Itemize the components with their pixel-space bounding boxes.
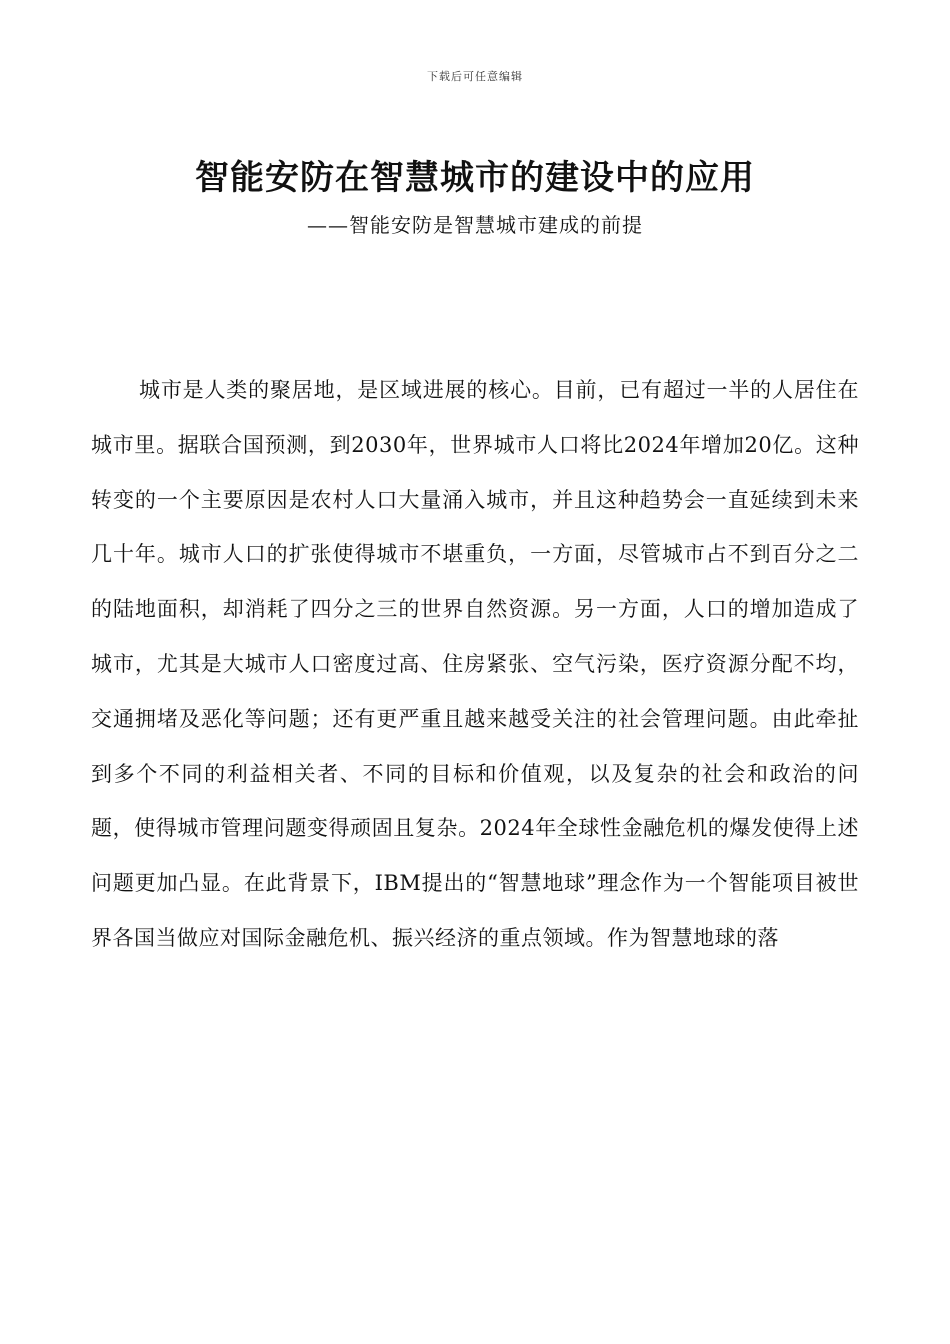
header-note: 下载后可任意编辑 [427,70,523,83]
document-subtitle: ——智能安防是智慧城市建成的前提 [307,213,643,237]
body-paragraph: 城市是人类的聚居地，是区域进展的核心。目前，已有超过一半的人居住在城市里。据联合国预测，到2030年，世界城市人口将比2024年增加20亿。这种转变的一个主要原因是农村人口大量涌入城市，并且这种趋势会一直延续到未来几十年。城市人口的扩张使得城市不堪重负，一方面，尽管城市占不到百分之二的陆地面积，却消耗了四分之三的世界自然资源。另一方面，人口的增加造成了城市，尤其是大城市人口密度过高、住房紧张、空气污染，医疗资源分配不均，交通拥堵及恶化等问题；还有更严重且越来越受关注的社会管理问题。由此牵扯到多个不同的利益相关者、不同的目标和价值观，以及复杂的社会和政治的问题，使得城市管理问题变得顽固且复杂。2024年全球性金融危机的爆发使得上述问题更加凸显。在此背景下，IBM提出的“智慧地球”理念作为一个智能项目被世界各国当做应对国际金融危机、振兴经济的重点领域。作为智慧地球的落 [91,378,859,950]
document-title: 智能安防在智慧城市的建设中的应用 [195,158,755,198]
